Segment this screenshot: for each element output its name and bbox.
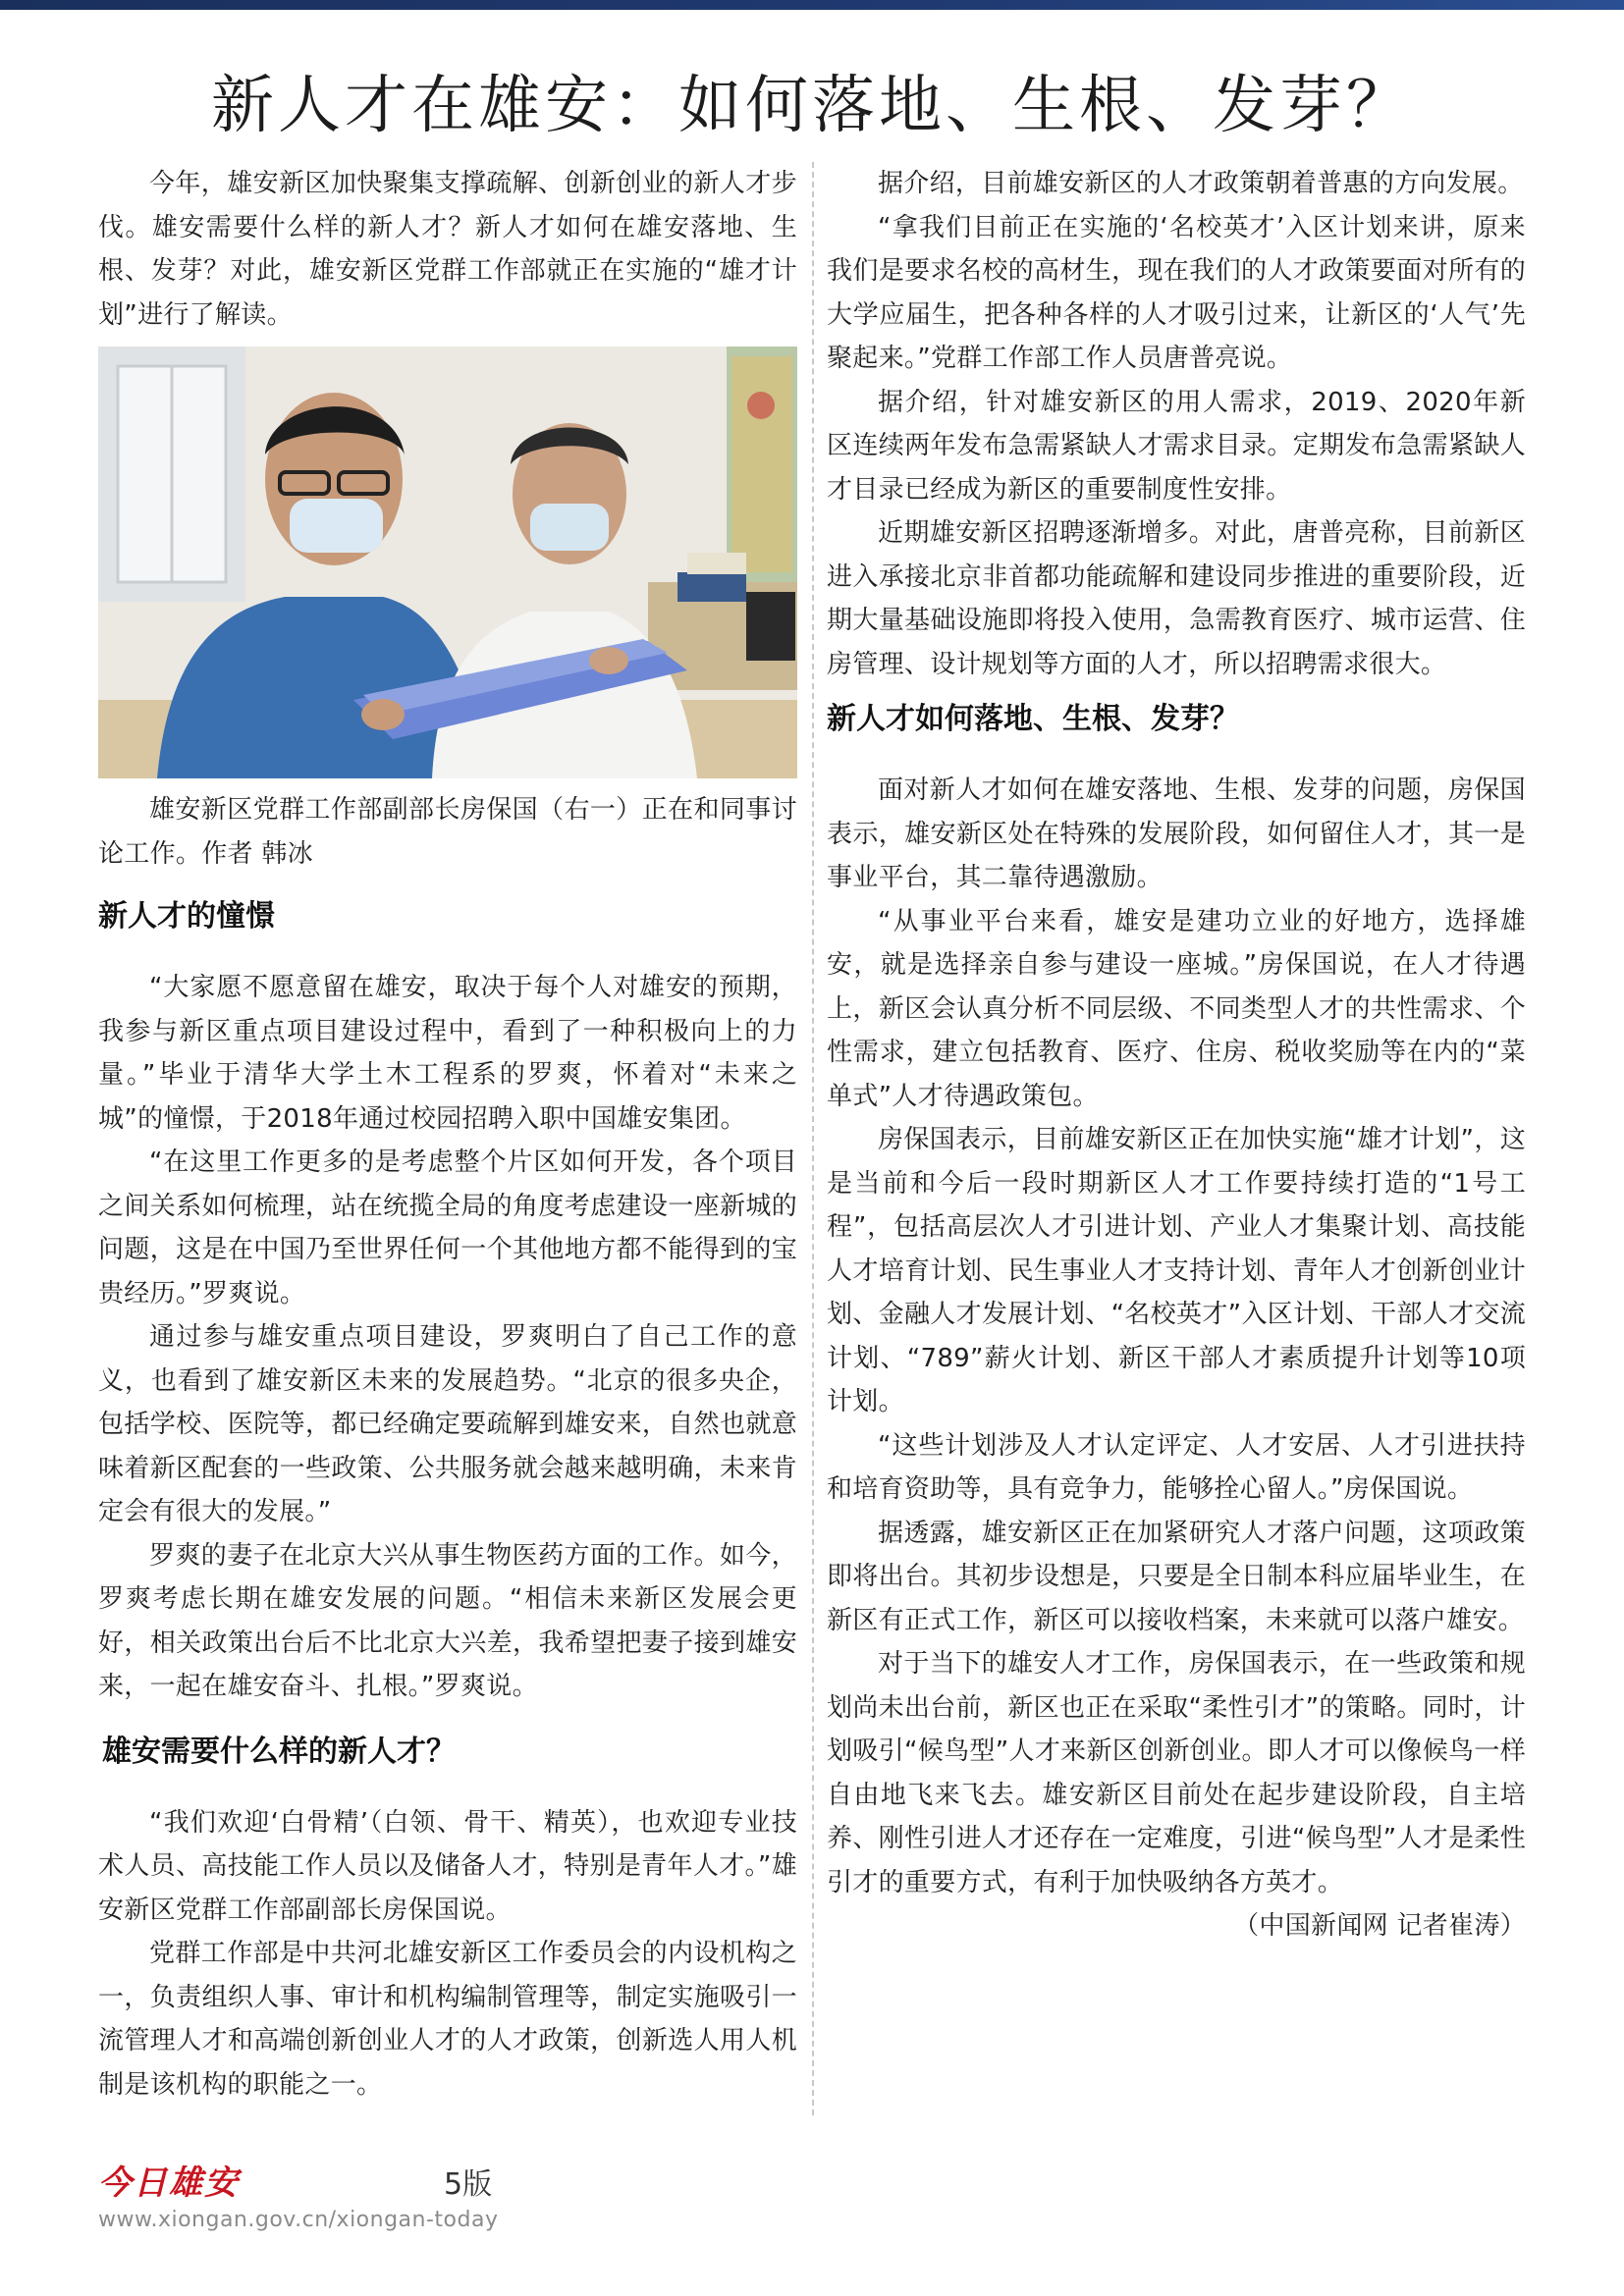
body-paragraph: “拿我们目前正在实施的‘名校英才’入区计划来讲，原来我们是要求名校的高材生，现在我们的人才政策要面对所有的大学应届生，把各种各样的人才吸引过来，让新区的‘人气’先聚起来。”党群工作部工作人员唐普亮说。 — [827, 212, 1526, 373]
section-heading-talent-needs: 雄安需要什么样的新人才？ — [102, 1734, 456, 1769]
body-paragraph: 据介绍，针对雄安新区的用人需求，2019、2020年新区连续两年发布急需紧缺人才需求目录。定期发布急需紧缺人才目录已经成为新区的重要制度性安排。 — [827, 387, 1526, 505]
body-paragraph: 罗爽的妻子在北京大兴从事生物医药方面的工作。如今，罗爽考虑长期在雄安发展的问题。“相信未来新区发展会更好，相关政策出台后不比北京大兴差，我希望把妻子接到雄安来，一起在雄安奋斗、扎根。”罗爽说。 — [98, 1540, 797, 1701]
body-paragraph: 近期雄安新区招聘逐渐增多。对此，唐普亮称，目前新区进入承接北京非首都功能疏解和建设同步推进的重要阶段，近期大量基础设施即将投入使用，急需教育医疗、城市运营、住房管理、设计规划等方面的人才，所以招聘需求很大。 — [827, 518, 1526, 679]
body-paragraph: “在这里工作更多的是考虑整个片区如何开发，各个项目之间关系如何梳理，站在统揽全局的角度考虑建设一座新城的问题，这是在中国乃至世界任何一个其他地方都不能得到的宝贵经历。”罗爽说。 — [98, 1148, 797, 1308]
page-headline: 新人才在雄安：如何落地、生根、发芽？ — [211, 70, 1413, 142]
publication-logo: 今日雄安 — [98, 2163, 240, 2203]
body-paragraph: 据透露，雄安新区正在加紧研究人才落户问题，这项政策即将出台。其初步设想是，只要是全日制本科应届毕业生，在新区有正式工作，新区可以接收档案，未来就可以落户雄安。 — [827, 1518, 1526, 1635]
body-paragraph: “我们欢迎‘白骨精’（白领、骨干、精英），也欢迎专业技术人员、高技能工作人员以及储备人才，特别是青年人才。”雄安新区党群工作部副部长房保国说。 — [98, 1807, 797, 1925]
section-heading-settling: 新人才如何落地、生根、发芽？ — [827, 702, 1239, 736]
body-paragraph — [827, 1642, 1526, 1941]
article-photo — [98, 347, 797, 778]
body-paragraph: 通过参与雄安重点项目建设，罗爽明白了自己工作的意义，也看到了雄安新区未来的发展趋势。“北京的很多央企，包括学校、医院等，都已经确定要疏解到雄安来，自然也就意味着新区配套的一些政策、公共服务就会越来越明确，未来肯定会有很大的发展。” — [98, 1322, 797, 1526]
section-heading-aspiration: 新人才的憧憬 — [98, 899, 275, 934]
body-paragraph: “大家愿不愿意留在雄安，取决于每个人对雄安的预期，我参与新区重点项目建设过程中，看到了一种积极向上的力量。”毕业于清华大学土木工程系的罗爽，怀着对“未来之城”的憧憬，于2018年通过校园招聘入职中国雄安集团。 — [98, 973, 797, 1134]
article-credit: （中国新闻网 记者崔涛） — [1233, 1911, 1526, 1941]
top-banner-bar — [0, 0, 1624, 10]
intro-paragraph: 今年，雄安新区加快聚集支撑疏解、创新创业的新人才步伐。雄安需要什么样的新人才？新人才如何在雄安落地、生根、发芽？对此，雄安新区党群工作部就正在实施的“雄才计划”进行了解读。 — [98, 169, 797, 330]
page-number: 5版 — [444, 2167, 493, 2202]
body-paragraph: 房保国表示，目前雄安新区正在加快实施“雄才计划”，这是当前和今后一段时期新区人才工作要持续打造的“1号工程”，包括高层次人才引进计划、产业人才集聚计划、高技能人才培育计划、民生事业人才支持计划、青年人才创新创业计划、金融人才发展计划、“名校英才”入区计划、干部人才交流计划、“789”薪火计划、新区干部人才素质提升计划等10项计划。 — [827, 1125, 1526, 1416]
closing-paragraph-text: 对于当下的雄安人才工作，房保国表示，在一些政策和规划尚未出台前，新区也正在采取“柔性引才”的策略。同时，计划吸引“候鸟型”人才来新区创新创业。即人才可以像候鸟一样自由地飞来飞去。雄安新区目前处在起步建设阶段，自主培养、刚性引进人才还存在一定难度，引进“候鸟型”人才是柔性引才的重要方式，有利于加快吸纳各方英才。 — [827, 1649, 1526, 1897]
body-paragraph: 据介绍，目前雄安新区的人才政策朝着普惠的方向发展。 — [878, 169, 1524, 198]
photo-caption: 雄安新区党群工作部副部长房保国（右一）正在和同事讨论工作。作者 韩冰 — [98, 795, 797, 869]
body-paragraph: 党群工作部是中共河北雄安新区工作委员会的内设机构之一，负责组织人事、审计和机构编制管理等，制定实施吸引一流管理人才和高端创新创业人才的人才政策，创新选人用人机制是该机构的职能之一。 — [98, 1939, 797, 2100]
page-footer — [98, 2156, 498, 2232]
right-column — [827, 162, 1526, 1949]
body-paragraph: 面对新人才如何在雄安落地、生根、发芽的问题，房保国表示，雄安新区处在特殊的发展阶段，如何留住人才，其一是事业平台，其二靠待遇激励。 — [827, 775, 1526, 892]
body-paragraph: “这些计划涉及人才认定评定、人才安居、人才引进扶持和培育资助等，具有竞争力，能够拴心留人。”房保国说。 — [827, 1430, 1526, 1504]
left-column — [98, 162, 797, 2107]
body-paragraph: “从事业平台来看，雄安是建功立业的好地方，选择雄安，就是选择亲自参与建设一座城。”房保国说，在人才待遇上，新区会认真分析不同层级、不同类型人才的共性需求、个性需求，建立包括教育、医疗、住房、税收奖励等在内的“菜单式”人才待遇政策包。 — [827, 906, 1526, 1111]
footer-url-link[interactable]: www.xiongan.gov.cn/xiongan-today — [98, 2208, 499, 2232]
photo-illustration — [98, 347, 797, 778]
column-divider — [812, 162, 814, 2115]
